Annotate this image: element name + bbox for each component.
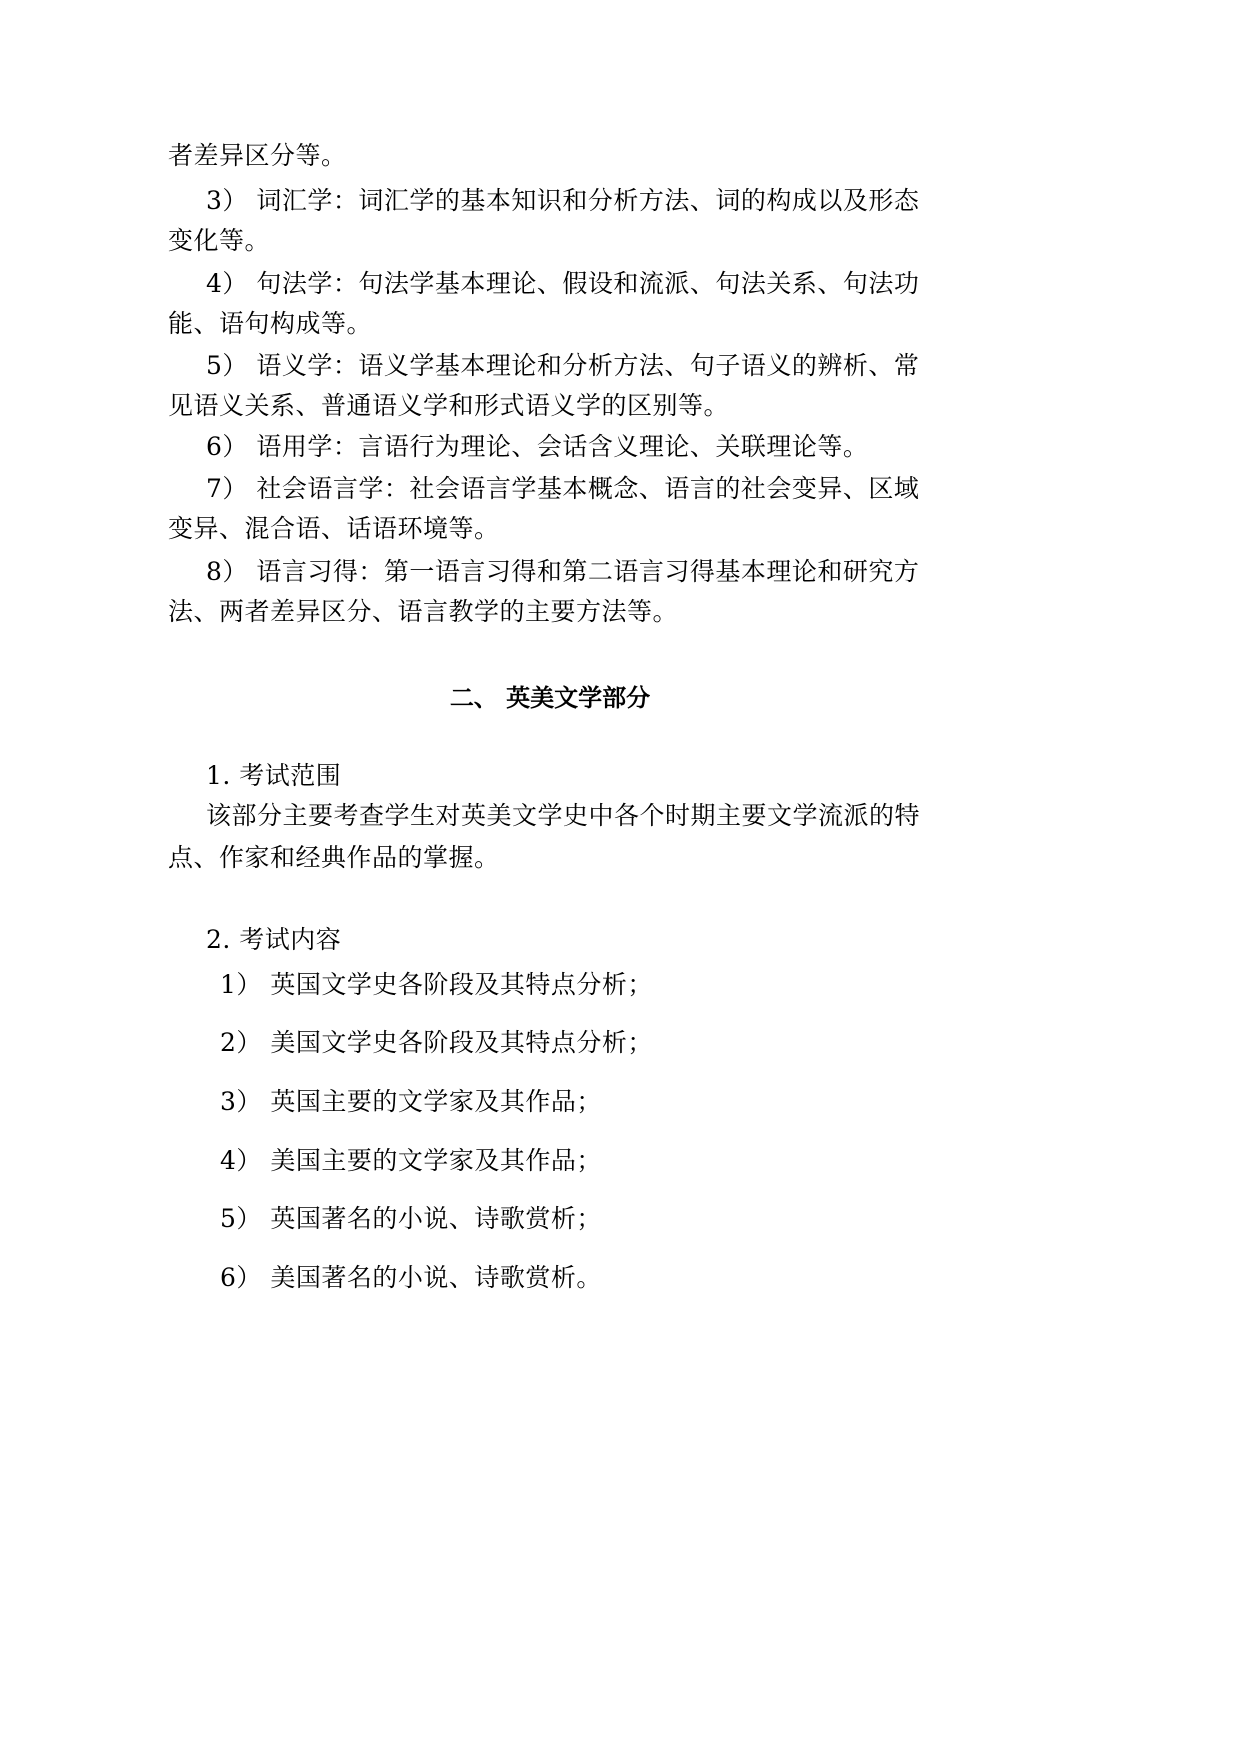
paragraph-line: 变异、混合语、话语环境等。: [168, 514, 500, 543]
subsection-title-scope: 1. 考试范围: [206, 761, 342, 790]
content-list-item: 1） 英国文学史各阶段及其特点分析；: [220, 970, 653, 999]
list-item-sociolinguistics: 7） 社会语言学：社会语言学基本概念、语言的社会变异、区域: [206, 474, 920, 503]
paragraph-line: 见语义关系、普通语义学和形式语义学的区别等。: [168, 391, 730, 420]
paragraph-line: 变化等。: [168, 226, 271, 255]
content-list-item: 3） 英国主要的文学家及其作品；: [220, 1087, 602, 1116]
content-list-item: 5） 英国著名的小说、诗歌赏析；: [220, 1204, 602, 1233]
paragraph-line: 该部分主要考查学生对英美文学史中各个时期主要文学流派的特: [206, 801, 921, 830]
paragraph-line: 能、语句构成等。: [168, 309, 373, 338]
content-list-item: 4） 美国主要的文学家及其作品；: [220, 1146, 602, 1175]
section-heading: 二、 英美文学部分: [449, 684, 651, 712]
paragraph-line: 法、两者差异区分、语言教学的主要方法等。: [168, 597, 679, 626]
list-item-lexicology: 3） 词汇学：词汇学的基本知识和分析方法、词的构成以及形态: [206, 186, 920, 215]
paragraph-line: 点、作家和经典作品的掌握。: [168, 843, 500, 872]
list-item-syntax: 4） 句法学：句法学基本理论、假设和流派、句法关系、句法功: [206, 269, 920, 298]
subsection-title-content: 2. 考试内容: [206, 925, 342, 954]
content-list-item: 6） 美国著名的小说、诗歌赏析。: [220, 1263, 602, 1292]
list-item-pragmatics: 6） 语用学：言语行为理论、会话含义理论、关联理论等。: [206, 432, 869, 461]
list-item-semantics: 5） 语义学：语义学基本理论和分析方法、句子语义的辨析、常: [206, 351, 920, 380]
list-item-language-acquisition: 8） 语言习得：第一语言习得和第二语言习得基本理论和研究方: [206, 557, 920, 586]
paragraph-line: 者差异区分等。: [168, 141, 347, 170]
content-list-item: 2） 美国文学史各阶段及其特点分析；: [220, 1028, 653, 1057]
